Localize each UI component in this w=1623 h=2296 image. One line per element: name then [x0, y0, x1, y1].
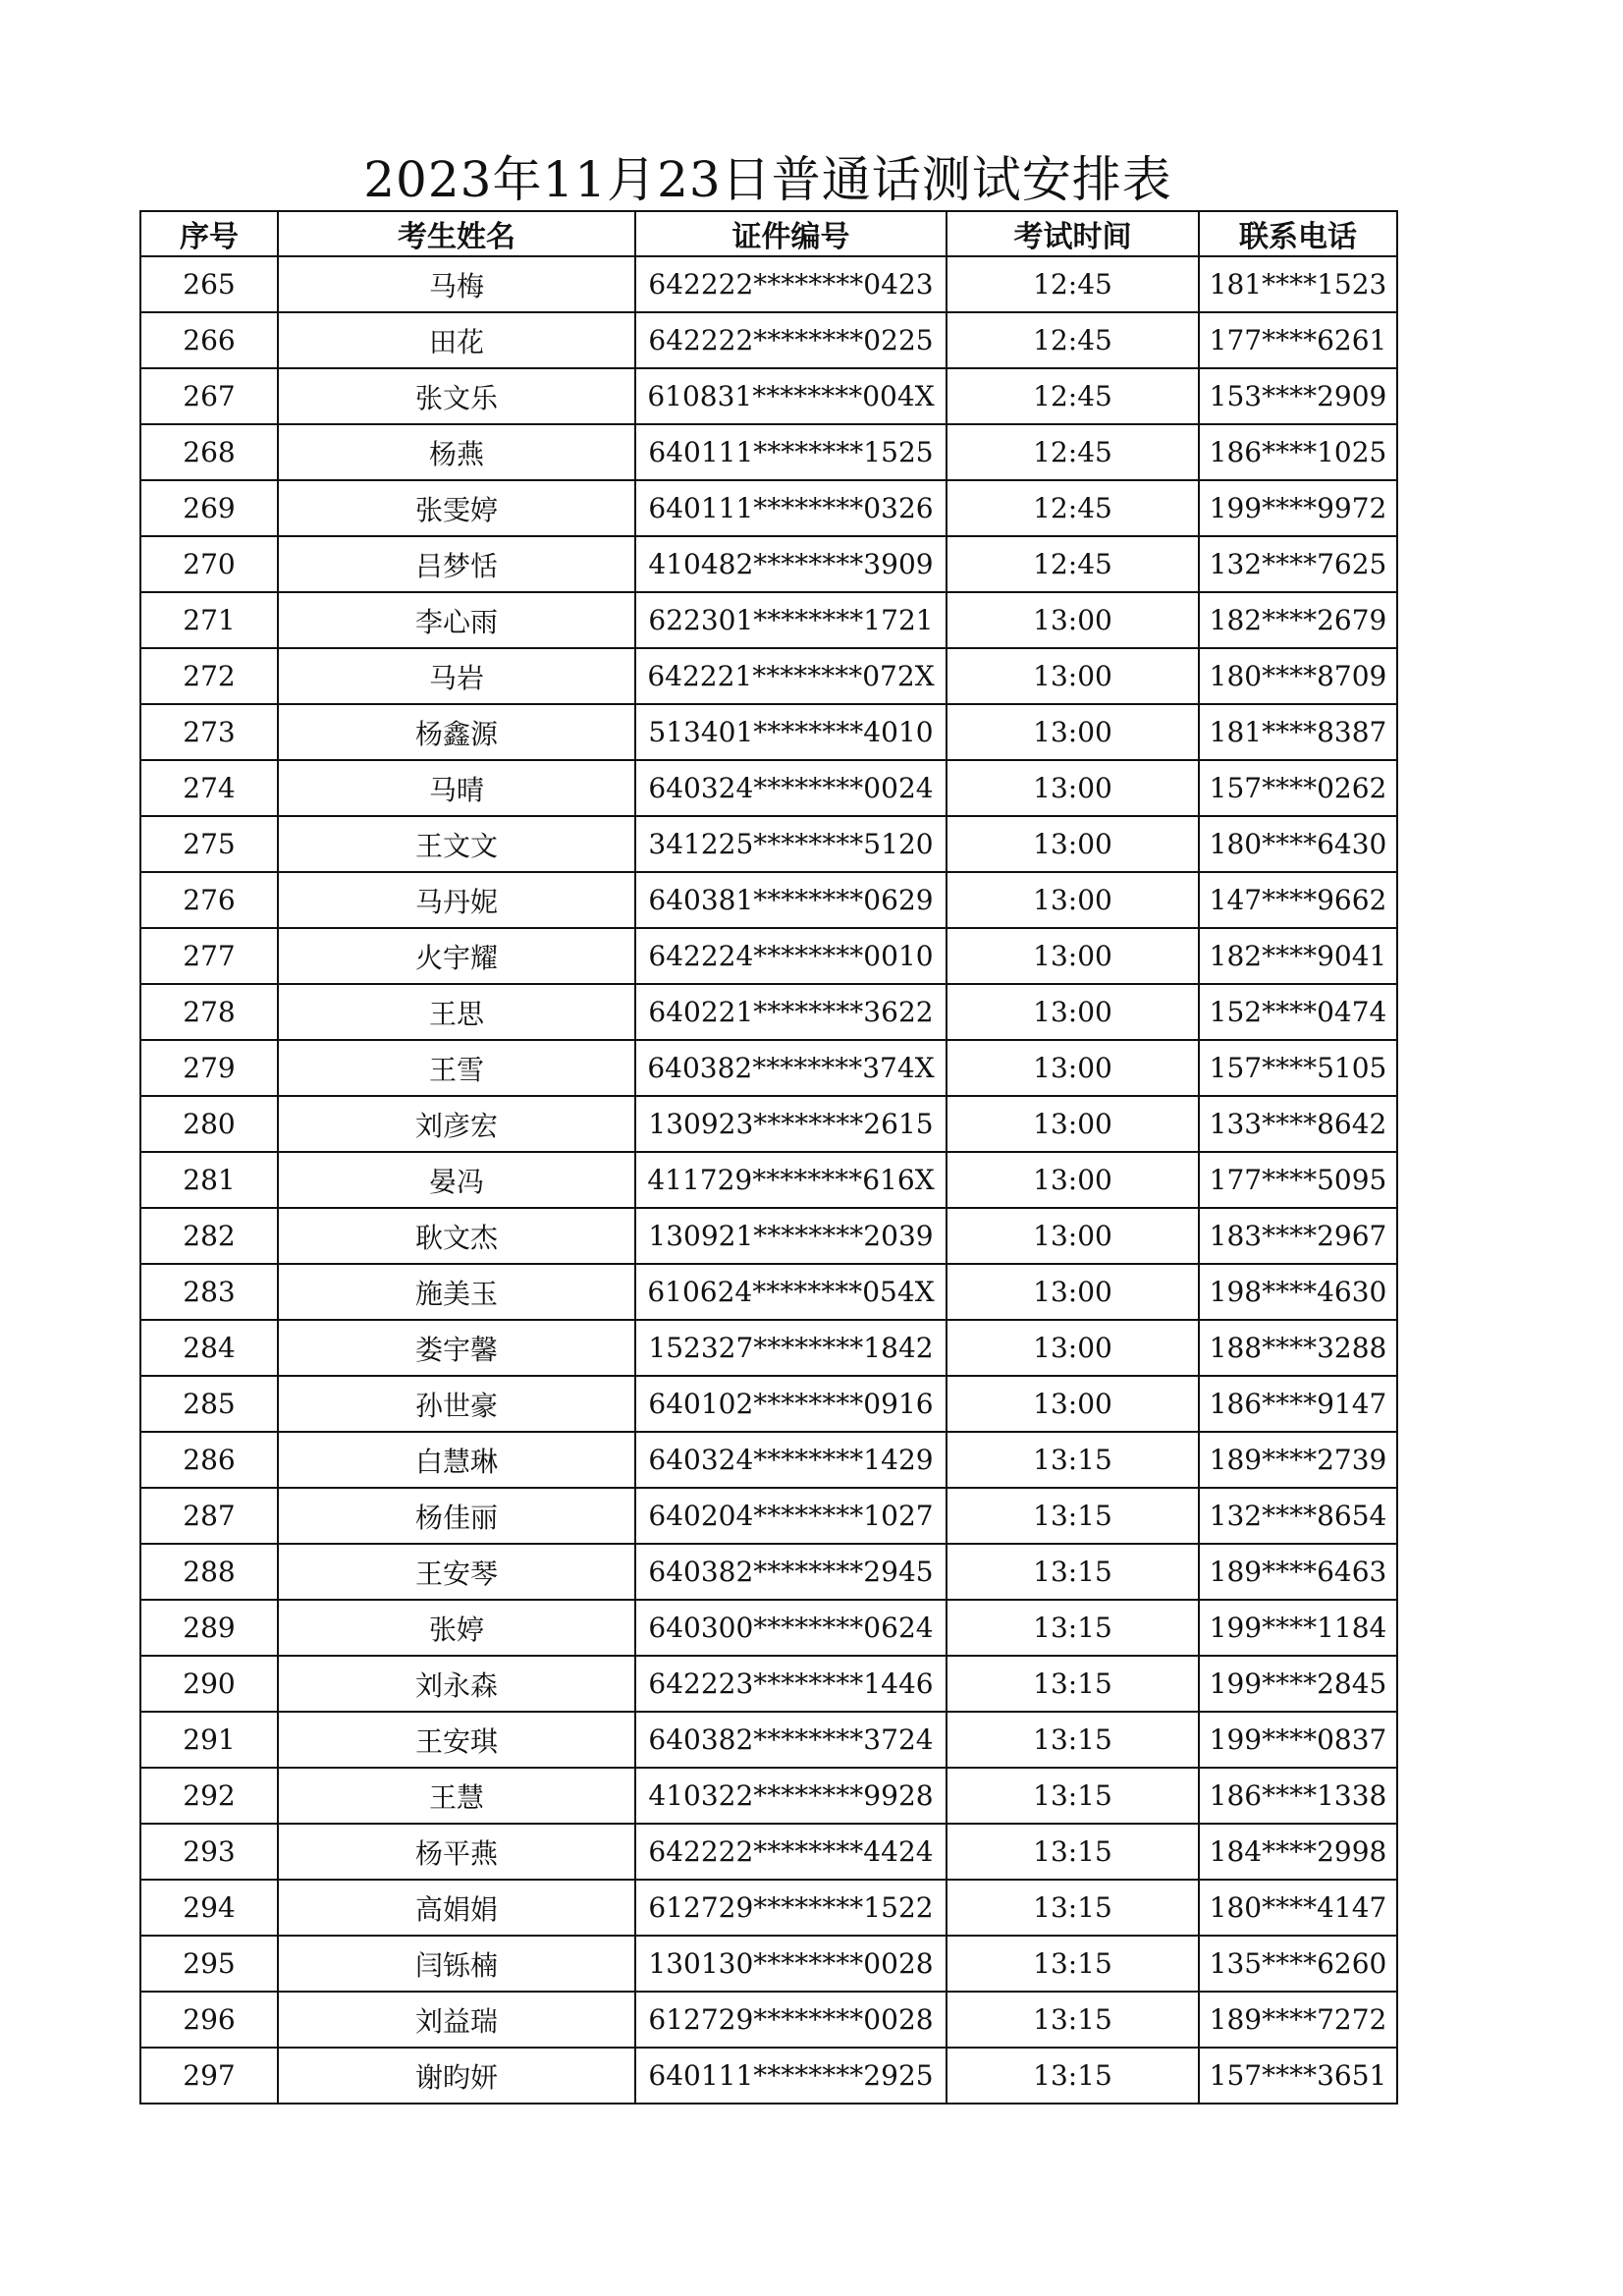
- cell-phone: 183****2967: [1199, 1208, 1397, 1264]
- cell-seq: 267: [140, 368, 278, 424]
- cell-exam-time: 13:00: [947, 816, 1199, 872]
- cell-phone: 177****6261: [1199, 312, 1397, 368]
- cell-name: 娄宇馨: [278, 1320, 635, 1376]
- cell-exam-time: 13:00: [947, 760, 1199, 816]
- cell-seq: 277: [140, 928, 278, 984]
- table-row: [140, 704, 1397, 760]
- page-title: 2023年11月23日普通话测试安排表: [363, 151, 1172, 208]
- cell-name: 马梅: [278, 256, 635, 312]
- cell-phone: 180****6430: [1199, 816, 1397, 872]
- cell-exam-time: 12:45: [947, 424, 1199, 480]
- cell-seq: 265: [140, 256, 278, 312]
- cell-id-number: 130921********2039: [635, 1208, 947, 1264]
- cell-phone: 152****0474: [1199, 984, 1397, 1040]
- cell-seq: 282: [140, 1208, 278, 1264]
- cell-id-number: 642223********1446: [635, 1656, 947, 1712]
- cell-id-number: 640324********1429: [635, 1432, 947, 1488]
- cell-name: 耿文杰: [278, 1208, 635, 1264]
- cell-exam-time: 13:15: [947, 1432, 1199, 1488]
- cell-id-number: 411729********616X: [635, 1152, 947, 1208]
- cell-phone: 189****2739: [1199, 1432, 1397, 1488]
- cell-exam-time: 13:00: [947, 704, 1199, 760]
- table-row: [140, 1432, 1397, 1488]
- table-row: [140, 424, 1397, 480]
- table-row: [140, 1096, 1397, 1152]
- cell-seq: 291: [140, 1712, 278, 1768]
- cell-name: 王慧: [278, 1768, 635, 1824]
- cell-name: 杨鑫源: [278, 704, 635, 760]
- cell-exam-time: 13:00: [947, 1040, 1199, 1096]
- cell-name: 王安琪: [278, 1712, 635, 1768]
- cell-seq: 290: [140, 1656, 278, 1712]
- cell-phone: 199****0837: [1199, 1712, 1397, 1768]
- cell-seq: 278: [140, 984, 278, 1040]
- cell-id-number: 642221********072X: [635, 648, 947, 704]
- table-row: [140, 928, 1397, 984]
- cell-name: 高娟娟: [278, 1880, 635, 1936]
- cell-phone: 188****3288: [1199, 1320, 1397, 1376]
- cell-id-number: 130923********2615: [635, 1096, 947, 1152]
- cell-name: 杨佳丽: [278, 1488, 635, 1544]
- cell-phone: 180****4147: [1199, 1880, 1397, 1936]
- cell-seq: 271: [140, 592, 278, 648]
- table-row: [140, 1992, 1397, 2048]
- cell-name: 杨平燕: [278, 1824, 635, 1880]
- cell-exam-time: 13:15: [947, 1544, 1199, 1600]
- cell-id-number: 410322********9928: [635, 1768, 947, 1824]
- cell-seq: 295: [140, 1936, 278, 1992]
- cell-name: 张雯婷: [278, 480, 635, 536]
- cell-phone: 182****2679: [1199, 592, 1397, 648]
- cell-seq: 294: [140, 1880, 278, 1936]
- cell-name: 张婷: [278, 1600, 635, 1656]
- cell-seq: 288: [140, 1544, 278, 1600]
- cell-name: 施美玉: [278, 1264, 635, 1320]
- cell-seq: 286: [140, 1432, 278, 1488]
- table-row: [140, 1712, 1397, 1768]
- table-row: [140, 1208, 1397, 1264]
- table-row: [140, 368, 1397, 424]
- cell-seq: 283: [140, 1264, 278, 1320]
- cell-seq: 285: [140, 1376, 278, 1432]
- cell-name: 刘彦宏: [278, 1096, 635, 1152]
- cell-phone: 180****8709: [1199, 648, 1397, 704]
- cell-exam-time: 13:00: [947, 1152, 1199, 1208]
- cell-seq: 270: [140, 536, 278, 592]
- cell-id-number: 130130********0028: [635, 1936, 947, 1992]
- cell-id-number: 642224********0010: [635, 928, 947, 984]
- cell-exam-time: 13:15: [947, 1488, 1199, 1544]
- cell-phone: 135****6260: [1199, 1936, 1397, 1992]
- cell-name: 王思: [278, 984, 635, 1040]
- cell-exam-time: 13:15: [947, 2048, 1199, 2104]
- cell-id-number: 642222********0225: [635, 312, 947, 368]
- cell-id-number: 640381********0629: [635, 872, 947, 928]
- cell-id-number: 610831********004X: [635, 368, 947, 424]
- cell-id-number: 612729********1522: [635, 1880, 947, 1936]
- table-row: [140, 1824, 1397, 1880]
- table-row: [140, 1544, 1397, 1600]
- cell-seq: 273: [140, 704, 278, 760]
- cell-seq: 268: [140, 424, 278, 480]
- cell-phone: 199****2845: [1199, 1656, 1397, 1712]
- cell-phone: 199****1184: [1199, 1600, 1397, 1656]
- cell-seq: 274: [140, 760, 278, 816]
- table-row: [140, 1040, 1397, 1096]
- table-row: [140, 1264, 1397, 1320]
- cell-id-number: 642222********0423: [635, 256, 947, 312]
- cell-exam-time: 13:15: [947, 1768, 1199, 1824]
- cell-exam-time: 13:00: [947, 592, 1199, 648]
- cell-name: 田花: [278, 312, 635, 368]
- cell-phone: 147****9662: [1199, 872, 1397, 928]
- cell-exam-time: 13:15: [947, 1600, 1199, 1656]
- cell-phone: 186****1338: [1199, 1768, 1397, 1824]
- cell-seq: 266: [140, 312, 278, 368]
- cell-seq: 292: [140, 1768, 278, 1824]
- cell-seq: 297: [140, 2048, 278, 2104]
- cell-name: 白慧琳: [278, 1432, 635, 1488]
- cell-phone: 189****7272: [1199, 1992, 1397, 2048]
- cell-phone: 181****8387: [1199, 704, 1397, 760]
- table-row: [140, 480, 1397, 536]
- cell-id-number: 640221********3622: [635, 984, 947, 1040]
- table-row: [140, 1656, 1397, 1712]
- cell-seq: 275: [140, 816, 278, 872]
- table-row: [140, 1880, 1397, 1936]
- cell-exam-time: 12:45: [947, 312, 1199, 368]
- cell-id-number: 640111********2925: [635, 2048, 947, 2104]
- cell-exam-time: 13:15: [947, 1712, 1199, 1768]
- cell-exam-time: 13:00: [947, 984, 1199, 1040]
- cell-id-number: 640382********3724: [635, 1712, 947, 1768]
- cell-exam-time: 13:15: [947, 1824, 1199, 1880]
- table-row: [140, 1768, 1397, 1824]
- cell-id-number: 642222********4424: [635, 1824, 947, 1880]
- table-row: [140, 312, 1397, 368]
- cell-seq: 272: [140, 648, 278, 704]
- table-header-row: [140, 211, 1397, 256]
- cell-name: 闫铄楠: [278, 1936, 635, 1992]
- cell-exam-time: 13:00: [947, 928, 1199, 984]
- table-row: [140, 760, 1397, 816]
- cell-name: 吕梦恬: [278, 536, 635, 592]
- cell-exam-time: 13:15: [947, 1992, 1199, 2048]
- cell-id-number: 610624********054X: [635, 1264, 947, 1320]
- cell-seq: 284: [140, 1320, 278, 1376]
- table-row: [140, 592, 1397, 648]
- header-exam-time: 考试时间: [947, 211, 1199, 256]
- cell-id-number: 513401********4010: [635, 704, 947, 760]
- cell-exam-time: 13:00: [947, 1376, 1199, 1432]
- cell-name: 李心雨: [278, 592, 635, 648]
- cell-phone: 182****9041: [1199, 928, 1397, 984]
- cell-phone: 132****7625: [1199, 536, 1397, 592]
- cell-seq: 281: [140, 1152, 278, 1208]
- cell-seq: 280: [140, 1096, 278, 1152]
- cell-id-number: 640324********0024: [635, 760, 947, 816]
- cell-phone: 177****5095: [1199, 1152, 1397, 1208]
- cell-seq: 289: [140, 1600, 278, 1656]
- cell-exam-time: 12:45: [947, 536, 1199, 592]
- cell-phone: 189****6463: [1199, 1544, 1397, 1600]
- cell-phone: 132****8654: [1199, 1488, 1397, 1544]
- table-row: [140, 984, 1397, 1040]
- cell-id-number: 640382********2945: [635, 1544, 947, 1600]
- cell-exam-time: 12:45: [947, 256, 1199, 312]
- cell-name: 刘永森: [278, 1656, 635, 1712]
- cell-exam-time: 13:15: [947, 1656, 1199, 1712]
- cell-seq: 293: [140, 1824, 278, 1880]
- cell-id-number: 341225********5120: [635, 816, 947, 872]
- cell-phone: 181****1523: [1199, 256, 1397, 312]
- cell-seq: 287: [140, 1488, 278, 1544]
- cell-name: 马岩: [278, 648, 635, 704]
- cell-id-number: 640204********1027: [635, 1488, 947, 1544]
- cell-seq: 276: [140, 872, 278, 928]
- cell-name: 火宇耀: [278, 928, 635, 984]
- cell-id-number: 640111********0326: [635, 480, 947, 536]
- header-phone: 联系电话: [1199, 211, 1397, 256]
- cell-id-number: 640300********0624: [635, 1600, 947, 1656]
- cell-phone: 153****2909: [1199, 368, 1397, 424]
- cell-phone: 186****1025: [1199, 424, 1397, 480]
- table-row: [140, 256, 1397, 312]
- cell-name: 杨燕: [278, 424, 635, 480]
- cell-phone: 199****9972: [1199, 480, 1397, 536]
- cell-phone: 198****4630: [1199, 1264, 1397, 1320]
- cell-name: 张文乐: [278, 368, 635, 424]
- cell-name: 王雪: [278, 1040, 635, 1096]
- schedule-table: [139, 210, 1398, 2105]
- cell-seq: 279: [140, 1040, 278, 1096]
- table-row: [140, 816, 1397, 872]
- cell-name: 孙世豪: [278, 1376, 635, 1432]
- cell-phone: 157****5105: [1199, 1040, 1397, 1096]
- cell-exam-time: 13:00: [947, 1264, 1199, 1320]
- cell-seq: 296: [140, 1992, 278, 2048]
- cell-exam-time: 13:15: [947, 1880, 1199, 1936]
- cell-seq: 269: [140, 480, 278, 536]
- cell-id-number: 410482********3909: [635, 536, 947, 592]
- table-row: [140, 2048, 1397, 2104]
- cell-exam-time: 13:00: [947, 1208, 1199, 1264]
- cell-exam-time: 13:00: [947, 1096, 1199, 1152]
- cell-phone: 133****8642: [1199, 1096, 1397, 1152]
- table-row: [140, 1488, 1397, 1544]
- cell-exam-time: 13:00: [947, 1320, 1199, 1376]
- cell-name: 谢昀妍: [278, 2048, 635, 2104]
- cell-name: 王安琴: [278, 1544, 635, 1600]
- cell-name: 刘益瑞: [278, 1992, 635, 2048]
- cell-phone: 157****3651: [1199, 2048, 1397, 2104]
- cell-id-number: 640111********1525: [635, 424, 947, 480]
- cell-exam-time: 12:45: [947, 368, 1199, 424]
- header-name: 考生姓名: [278, 211, 635, 256]
- cell-phone: 157****0262: [1199, 760, 1397, 816]
- cell-phone: 184****2998: [1199, 1824, 1397, 1880]
- header-seq: 序号: [140, 211, 278, 256]
- cell-exam-time: 13:00: [947, 648, 1199, 704]
- table-row: [140, 872, 1397, 928]
- cell-exam-time: 13:00: [947, 872, 1199, 928]
- cell-phone: 186****9147: [1199, 1376, 1397, 1432]
- table-row: [140, 1600, 1397, 1656]
- cell-id-number: 640102********0916: [635, 1376, 947, 1432]
- cell-name: 王文文: [278, 816, 635, 872]
- cell-name: 马丹妮: [278, 872, 635, 928]
- table-row: [140, 1320, 1397, 1376]
- cell-exam-time: 13:15: [947, 1936, 1199, 1992]
- cell-name: 晏冯: [278, 1152, 635, 1208]
- cell-exam-time: 12:45: [947, 480, 1199, 536]
- cell-name: 马晴: [278, 760, 635, 816]
- cell-id-number: 152327********1842: [635, 1320, 947, 1376]
- table-row: [140, 648, 1397, 704]
- table-row: [140, 1376, 1397, 1432]
- table-row: [140, 1936, 1397, 1992]
- cell-id-number: 612729********0028: [635, 1992, 947, 2048]
- table-row: [140, 536, 1397, 592]
- cell-id-number: 640382********374X: [635, 1040, 947, 1096]
- cell-id-number: 622301********1721: [635, 592, 947, 648]
- header-id-number: 证件编号: [635, 211, 947, 256]
- table-row: [140, 1152, 1397, 1208]
